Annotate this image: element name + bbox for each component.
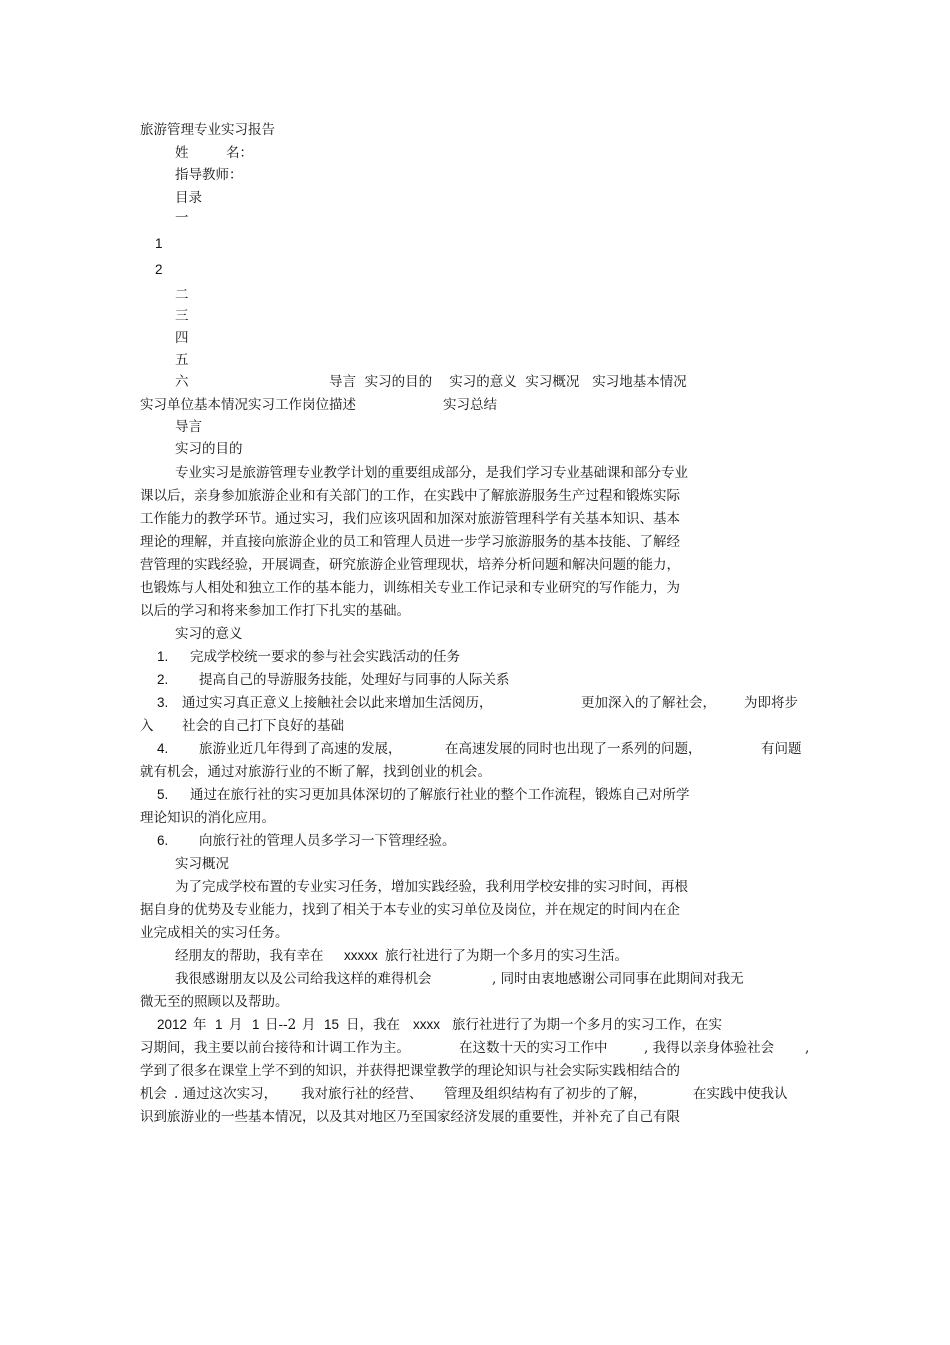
toc-item: 五 — [175, 352, 189, 368]
paragraph-line: 理论的理解，并直接向旅游企业的员工和管理人员进一步学习旅游服务的基本技能、了解经 — [140, 534, 680, 550]
list-item-number: 6. — [157, 833, 169, 848]
name-label-b: 名： — [226, 145, 253, 161]
toc-item: 二 — [175, 287, 189, 303]
paragraph-line: 为了完成学校布置的专业实习任务，增加实践经验，我利用学校安排的实习时间，再根 — [175, 879, 688, 895]
list-item: 入 — [140, 718, 154, 734]
paragraph-segment: 旅行社进行了为期一个多月的实习生活。 — [385, 948, 628, 964]
toc-item: 一 — [175, 210, 189, 226]
list-item: 在高速发展的同时也出现了一系列的问题， — [445, 741, 702, 757]
paragraph-segment: 在实践中使我认 — [693, 1086, 788, 1102]
paragraph-segment: 在这数十天的实习工作中 — [459, 1040, 608, 1056]
doc-title: 旅游管理专业实习报告 — [140, 122, 275, 138]
paragraph-segment: 年 — [193, 1017, 207, 1033]
paragraph-segment: , — [805, 1040, 810, 1056]
list-item: 向旅行社的管理人员多学习一下管理经验。 — [199, 833, 456, 849]
list-item: 完成学校统一要求的参与社会实践活动的任务 — [190, 649, 460, 665]
list-item: 提高自己的导游服务技能，处理好与同事的人际关系 — [199, 672, 510, 688]
list-item-number: 1. — [157, 649, 169, 664]
paragraph-line: 工作能力的教学环节。通过实习，我们应该巩固和加深对旅游管理科学有关基本知识、基本 — [140, 511, 680, 527]
paragraph-segment: , 我得以亲身体验社会 — [644, 1040, 775, 1056]
paragraph-line: 课以后，亲身参加旅游企业和有关部门的工作，在实践中了解旅游服务生产过程和锻炼实际 — [140, 488, 680, 504]
toc-item: 三 — [175, 308, 189, 324]
toc-item: 六 — [175, 374, 189, 390]
paragraph-line: 业完成相关的实习任务。 — [140, 925, 289, 941]
paragraph-line: 以后的学习和将来参加工作打下扎实的基础。 — [140, 603, 410, 619]
paragraph-segment: 15 — [324, 1017, 340, 1032]
list-item: 理论知识的消化应用。 — [140, 810, 275, 826]
paragraph-line: 识到旅游业的一些基本情况，以及其对地区乃至国家经济发展的重要性，并补充了自己有限 — [140, 1109, 680, 1125]
paragraph-segment: , 同时由衷地感谢公司同事在此期间对我无 — [492, 971, 744, 987]
list-item: 通过实习真正意义上接触社会以此来增加生活阅历， — [182, 695, 493, 711]
paragraph-segment: 日--2 — [265, 1017, 297, 1033]
paragraph-segment: xxxx — [413, 1017, 440, 1032]
paragraph-line: 营管理的实践经验，开展调查，研究旅游企业管理现状，培养分析问题和解决问题的能力， — [140, 557, 680, 573]
toc-heading: 目录 — [175, 190, 202, 206]
toc-item: 四 — [175, 330, 189, 346]
paragraph-segment: 2012 — [157, 1017, 188, 1032]
toc-line-b-1: 实习单位基本情况实习工作岗位描述 — [140, 397, 356, 413]
paragraph-segment: 月 — [229, 1017, 243, 1033]
list-item-number: 3. — [157, 695, 169, 710]
paragraph-segment: xxxxx — [344, 948, 378, 963]
paragraph-line: 学到了很多在课堂上学不到的知识，并获得把课堂教学的理论知识与社会实际实践相结合的 — [140, 1063, 680, 1079]
list-item: 就有机会，通过对旅游行业的不断了解，找到创业的机会。 — [140, 764, 491, 780]
section-heading-purpose: 实习的目的 — [175, 441, 243, 457]
list-item-number: 5. — [157, 787, 169, 802]
paragraph-segment: 旅行社进行了为期一个多月的实习工作，在实 — [452, 1017, 722, 1033]
section-heading-intro: 导言 — [175, 419, 202, 435]
toc-item: 2 — [155, 262, 163, 277]
paragraph-segment: 月 — [302, 1017, 316, 1033]
list-item: 旅游业近几年得到了高速的发展， — [199, 741, 402, 757]
list-item: 社会的自己打下良好的基础 — [182, 718, 344, 734]
paragraph-line: 据自身的优势及专业能力，找到了相关于本专业的实习单位及岗位，并在规定的时间内在企 — [140, 902, 680, 918]
list-item-number: 4. — [157, 741, 169, 756]
toc-line-a: 导言 实习的目的 实习的意义 实习概况 实习地基本情况 — [329, 374, 687, 390]
section-heading-overview: 实习概况 — [175, 856, 229, 872]
paragraph-segment: 我对旅行社的经营、 — [301, 1086, 423, 1102]
paragraph-segment: 管理及组织结构有了初步的了解， — [444, 1086, 647, 1102]
paragraph-segment: 经朋友的帮助，我有幸在 — [175, 948, 324, 964]
paragraph-line: 专业实习是旅游管理专业教学计划的重要组成部分，是我们学习专业基础课和部分专业 — [175, 465, 688, 481]
paragraph-line: 也锻炼与人相处和独立工作的基本能力，训练相关专业工作记录和专业研究的写作能力，为 — [140, 580, 680, 596]
list-item-number: 2. — [157, 672, 169, 687]
list-item: 为即将步 — [744, 695, 798, 711]
section-heading-significance: 实习的意义 — [175, 626, 243, 642]
paragraph-segment: 机会 — [140, 1086, 167, 1102]
advisor-label: 指导教师： — [175, 167, 243, 183]
list-item: 有问题 — [761, 741, 802, 757]
paragraph-segment: 日，我在 — [346, 1017, 400, 1033]
paragraph-segment: . 通过这次实习， — [174, 1086, 278, 1102]
paragraph-segment: 我很感谢朋友以及公司给我这样的难得机会 — [175, 971, 432, 987]
toc-item: 1 — [155, 236, 163, 251]
paragraph-segment: 习期间，我主要以前台接待和计调工作为主。 — [140, 1040, 410, 1056]
name-label-a: 姓 — [175, 145, 189, 161]
paragraph-segment: 1 — [215, 1017, 223, 1032]
paragraph-segment: 微无至的照顾以及帮助。 — [140, 994, 289, 1010]
toc-line-b-2: 实习总结 — [443, 397, 497, 413]
list-item: 更加深入的了解社会， — [581, 695, 716, 711]
paragraph-segment: 1 — [252, 1017, 260, 1032]
list-item: 通过在旅行社的实习更加具体深切的了解旅行社业的整个工作流程，锻炼自己对所学 — [190, 787, 690, 803]
